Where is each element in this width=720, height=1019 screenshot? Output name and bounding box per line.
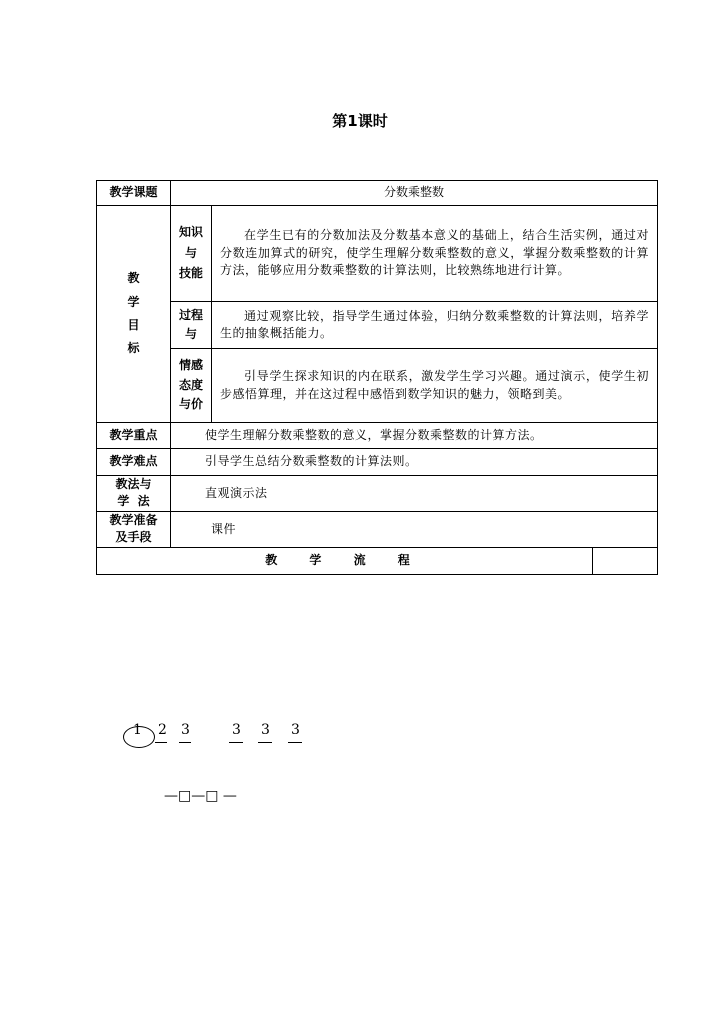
fraction-bar xyxy=(179,742,191,743)
topic-row xyxy=(97,181,658,206)
method-label: 教法与 学 法 xyxy=(97,475,171,511)
flow-empty-cell xyxy=(593,547,658,574)
key-point-value: 使学生理解分数乘整数的意义，掌握分数乘整数的计算方法。 xyxy=(171,423,658,449)
fraction-bar xyxy=(288,742,302,743)
knowledge-row xyxy=(97,206,658,302)
page-title: 第1课时 xyxy=(332,112,388,130)
attitude-row xyxy=(97,349,658,423)
number-3: 3 xyxy=(181,722,190,738)
method-value: 直观演示法 xyxy=(171,475,658,511)
fraction-bar xyxy=(155,742,167,743)
process-label: 过程 与 xyxy=(171,302,212,349)
number-1: 1 xyxy=(133,722,142,738)
fraction-bar xyxy=(258,742,272,743)
difficulty-label: 教学难点 xyxy=(97,449,171,475)
topic-value: 分数乘整数 xyxy=(171,181,658,206)
math-line-2: —□—□ — xyxy=(164,788,237,804)
knowledge-label: 知识 与 技能 xyxy=(171,206,212,302)
attitude-label: 情感 态度 与价 xyxy=(171,349,212,423)
number-4: 3 xyxy=(232,722,241,738)
process-row xyxy=(97,302,658,349)
process-text: 通过观察比较，指导学生通过体验，归纳分数乘整数的计算法则，培养学生的抽象概括能力。 xyxy=(212,302,658,349)
prep-value: 课件 xyxy=(171,511,658,547)
prep-row xyxy=(97,511,658,547)
number-5: 3 xyxy=(261,722,270,738)
fraction-bar xyxy=(229,742,243,743)
prep-label: 教学准备 及手段 xyxy=(97,511,171,547)
key-point-row xyxy=(97,423,658,449)
flow-label: 教 学 流 程 xyxy=(97,547,593,574)
knowledge-text: 在学生已有的分数加法及分数基本意义的基础上，结合生活实例，通过对分数连加算式的研究，使学生理解分数乘整数的意义，掌握分数乘整数的计算方法，能够应用分数乘整数的计算法则，比较熟练地进行计算。 xyxy=(212,206,658,302)
key-point-label: 教学重点 xyxy=(97,423,171,449)
difficulty-value: 引导学生总结分数乘整数的计算法则。 xyxy=(171,449,658,475)
number-6: 3 xyxy=(291,722,300,738)
difficulty-row xyxy=(97,449,658,475)
method-row xyxy=(97,475,658,511)
topic-label: 教学课题 xyxy=(97,181,171,206)
flow-row xyxy=(97,547,658,574)
attitude-text: 引导学生探求知识的内在联系，激发学生学习兴趣。通过演示，使学生初步感悟算理，并在这过程中感悟到数学知识的魅力，领略到美。 xyxy=(212,349,658,423)
goals-label: 教 学 目 标 xyxy=(97,206,171,423)
number-2: 2 xyxy=(158,722,167,738)
lesson-plan-table xyxy=(96,180,658,575)
